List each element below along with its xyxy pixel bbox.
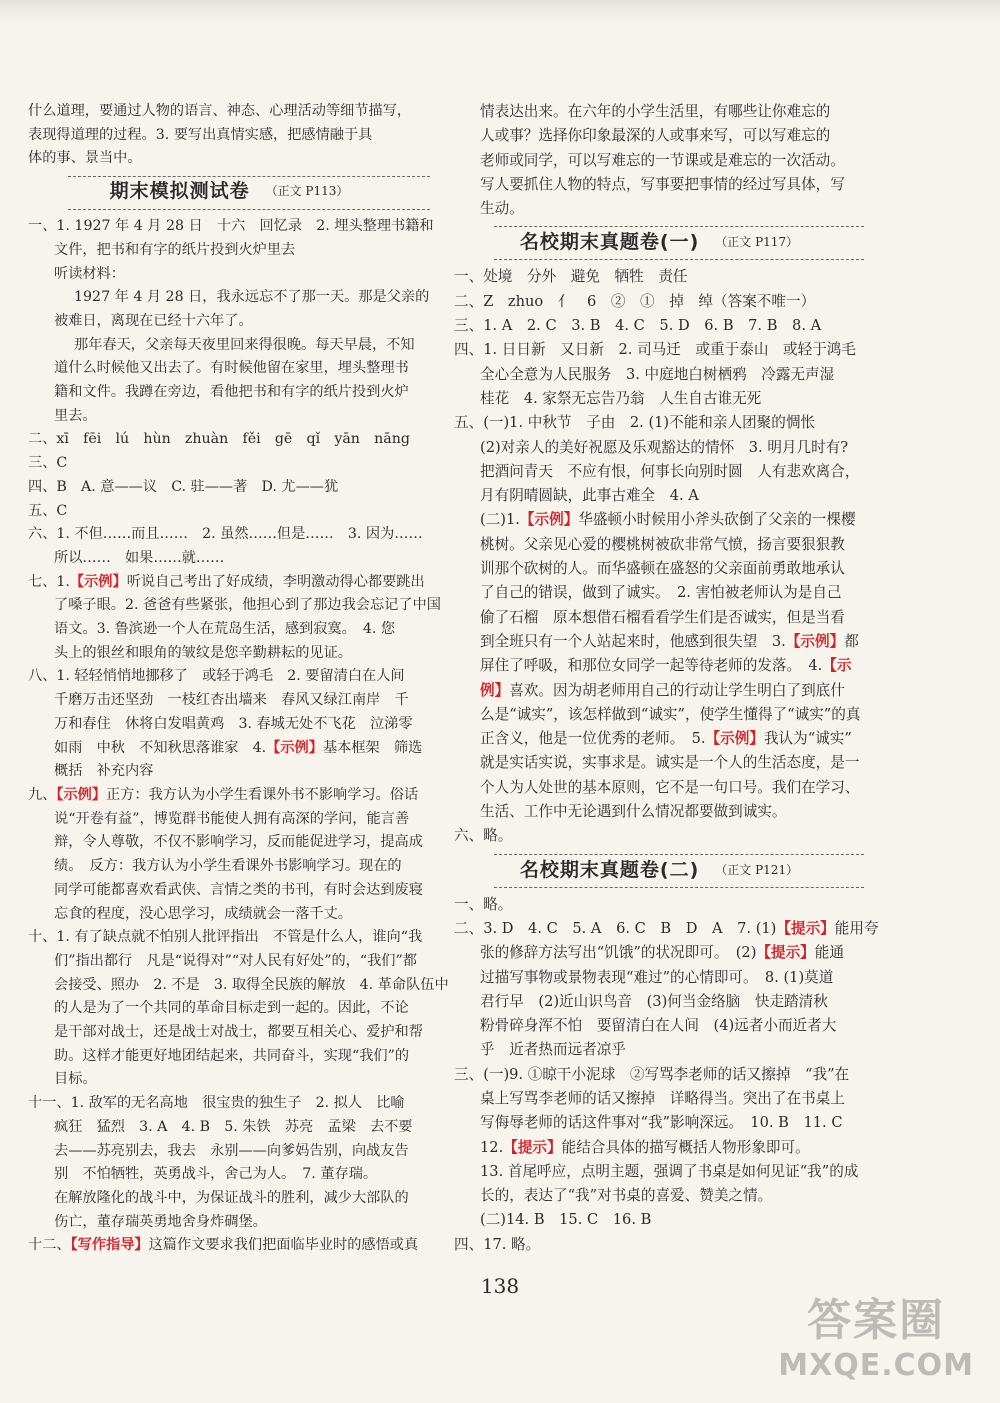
answer-line: 九、【示例】正方：我方认为小学生看课外书不影响学习。俗话 [28,786,419,803]
watermark-url: MXQE.COM [778,1348,974,1383]
answer-line: 语文。3. 鲁滨逊一个人在荒岛生活，感到寂寞。 4. 您 [54,621,396,638]
answer-line: 六、1. 不但……而且…… 2. 虽然……但是…… 3. 因为…… [28,526,423,543]
answer-line: 过描写事物或景物表现“难过”的心情即可。 8. (1)莫道 [480,968,834,986]
answer-line: 一、1. 1927 年 4 月 28 日 十六 回忆录 2. 埋头整理书籍和 [28,218,434,235]
answer-line: 桃树。父亲见心爱的樱桃树被砍非常气愤，扬言要狠狠教 [480,535,845,553]
writing-guide-tag: 【写作指导】 [70,1237,149,1254]
answer-line: 生活、工作中无论遇到什么情况都要做到诚实。 [480,803,787,821]
section-title: 期末模拟测试卷 [109,180,250,203]
answer-line: 君行早 (2)近山识鸟音 (3)何当金络脑 快走踏清秋 [480,992,828,1010]
answer-line: 12.【提示】能结合具体的描写概括人物形象即可。 [480,1138,810,1156]
right-column [454,100,879,1257]
answer-line: 们”指出都行 凡是“说得对”“对人民有好处”的，“我们”都 [54,952,417,969]
answer-line: 伤亡，董存瑞英勇地舍身炸碉堡。 [54,1213,267,1230]
answer-line: 五、(一)1. 中秋节 子由 2. (1)不能和亲人团聚的惆怅 [454,414,816,432]
answer-line: 三、(一)9. ①晾干小泥球 ②写骂李老师的话又擦掉 “我”在 [454,1065,850,1083]
answer-line: 训那个砍树的人。而华盛顿在盛怒的父亲面前勇敢地承认 [480,560,845,578]
answer-line: 疯狂 猛烈 3. A 4. B 5. 朱铁 苏亮 孟梁 去不要 [54,1118,413,1135]
answer-line: (2)对亲人的美好祝愿及乐观豁达的情怀 3. 明月几时有? [480,438,849,456]
left-column [28,100,449,1258]
answer-line: 全心全意为人民服务 3. 中庭地白树栖鸦 冷露无声湿 [480,365,835,383]
answer-line: 情表达出来。在六年的小学生活里，有哪些让你难忘的 [480,103,831,120]
answer-line: 被难日，离现在已经十六年了。 [54,312,253,329]
watermark-text: 答案圈 [807,1295,946,1346]
answer-line: 如雨 中秋 不知秋思落谁家 4.【示例】基本框架 筛选 [54,739,423,756]
answer-line: 十一、1. 敌军的无名高地 很宝贵的独生子 2. 拟人 比喻 [28,1095,405,1112]
answer-line: 目标。 [54,1071,97,1088]
answer-line: 所以…… 如果……就…… [54,549,225,566]
section-title: 名校期末真题卷(一) [519,231,700,254]
example-tag: 【示 [822,657,852,675]
section-header-school-final-1 [454,223,864,263]
answer-line: 粉骨碎身浑不怕 要留清白在人间 (4)远者小而近者大 [480,1017,837,1035]
answer-line: 乎 近者热而远者凉乎 [480,1041,626,1059]
answer-line: 月有阴晴圆缺，此事古难全 4. A [480,487,699,505]
answer-line: 万和春住 休将白发唱黄鸡 3. 春城无处不飞花 泣涕零 [54,715,413,732]
answer-line: 十、1. 有了缺点就不怕别人批评指出 不管是什么人，谁向“我 [28,929,423,946]
example-tag: 【示例】 [785,632,845,650]
answer-line: 1927 年 4 月 28 日，我永远忘不了那一天。那是父亲的 [74,289,430,306]
answer-line: 辩，令人尊敬，不仅不影响学习，反而能促进学习，提高成 [54,834,423,851]
answer-line: 张的修辞方法写出“饥饿”的状况即可。 (2)【提示】能通 [480,944,844,962]
example-tag: 【示例】 [519,511,579,529]
answer-line: 文件，把书和有字的纸片投到火炉里去 [54,241,296,258]
section-title: 名校期末真题卷(二) [519,858,700,881]
answer-line: 概括 补充内容 [54,763,154,780]
example-tag: 【示例】 [705,730,764,748]
hint-tag: 【提示】 [503,1138,562,1156]
answer-line: 偷了石榴 原本想借石榴看看学生们是否诚实，但是当看 [480,608,845,626]
answer-line: 的人是为了一个共同的革命目标走到一起的。因此，不论 [54,1000,409,1017]
answer-line: 人或事？选择你印象最深的人或事来写，可以写难忘的 [480,127,831,145]
answer-line: 一、略。 [454,895,513,913]
answer-line: 二、3. D 4. C 5. A 6. C B D A 7. (1)【提示】能用夸 [454,919,879,937]
answer-line: 里去。 [54,407,97,424]
answer-line: 同学可能都喜欢看武侠、言情之类的书刊，有时会达到废寝 [54,881,423,898]
answer-line: 长的，表达了“我”对书桌的喜爱、赞美之情。 [480,1187,773,1205]
answer-line: 了嗓子眼。2. 爸爸有些紧张，他担心到了那边我会忘记了中国 [54,597,441,614]
answer-line: 头上的银丝和眼角的皱纹是您辛勤耕耘的见证。 [54,644,352,661]
answer-line: 助。这样才能更好地团结起来，共同奋斗，实现“我们”的 [54,1047,410,1064]
answer-line: 听读材料： [54,265,125,282]
answer-line: 千磨万击还坚劲 一枝红杏出墙来 春风又绿江南岸 千 [54,692,409,709]
answer-line: 道什么时候他又出去了。有时候他留在家里，埋头整理书 [54,360,409,377]
answer-line: 六、略。 [454,827,513,845]
answer-line: 是干部对战士，还是战士对战士，都要互相关心、爱护和帮 [54,1024,423,1041]
hint-tag: 【提示】 [756,944,815,962]
answer-line: 了自己的错误，做到了诚实。 2. 害怕被老师认为是自己 [480,584,842,602]
section-page-ref: （正文 P121） [715,862,799,877]
answer-line: 正含义，他是一位优秀的老师。 5.【示例】我认为“诚实” [480,730,852,748]
answer-line: 例】喜欢。因为胡老师用自己的行动让学生明白了到底什 [480,681,845,699]
answer-line: 忘食的程度，没心思学习，成绩就会一落千丈。 [54,905,352,922]
answer-line: 籍和文件。我蹲在旁边，看他把书和有字的纸片投到火炉 [54,384,409,401]
hint-tag: 【提示】 [776,919,835,937]
answer-line: 写侮辱老师的话这件事对“我”影响深远。 10. B 11. C [480,1114,843,1132]
section-header-final-mock-test [28,173,430,213]
answer-line: 么是“诚实”，该怎样做到“诚实”，使学生懂得了“诚实”的真 [480,705,861,723]
answer-line: 一、处境 分外 避免 牺牲 责任 [454,268,688,286]
answer-line: 那年春天，父亲每天夜里回来得很晚。每天早晨，不知 [74,336,415,353]
answer-line: 会接受、照办 2. 不是 3. 取得全民族的解放 4. 革命队伍中 [54,976,449,993]
answer-line: 到全班只有一个人站起来时，他感到很失望 3.【示例】都 [480,632,859,650]
example-tag: 例】 [480,681,510,699]
answer-line: 去——苏亮别去，我去 永别——向爹妈告别，向战友告 [54,1142,409,1159]
answer-line: 桂花 4. 家祭无忘告乃翁 人生自古谁无死 [480,389,762,407]
watermark-logo [778,1284,974,1383]
answer-line: 三、1. A 2. C 3. B 4. C 5. D 6. B 7. B 8. A [454,317,822,335]
scan-top-edge [0,0,1000,22]
answer-line: 五、C [28,502,68,519]
example-tag: 【示例】 [266,739,323,756]
answer-line: 八、1. 轻轻悄悄地挪移了 或轻于鸿毛 2. 要留清白在人间 [28,668,405,685]
answer-line: 就是实话实说，实事求是。诚实是一个人的生活态度，是一 [480,754,860,772]
page-number: 138 [480,1274,520,1298]
example-tag: 【示例】 [56,786,107,803]
answer-line: 在解放隆化的战斗中，为保证战斗的胜利，减少大部队的 [54,1189,409,1206]
answer-line: 二、Z zhuo ⺅ 6 ② ① 掉 绰（答案不唯一） [454,292,816,310]
answer-line: (二)1.【示例】华盛顿小时候用小斧头砍倒了父亲的一棵樱 [480,511,856,529]
answer-line: 生动。 [480,200,524,218]
answer-line: 四、1. 日日新 又日新 2. 司马迁 或重于泰山 或轻于鸿毛 [454,341,856,359]
answer-line: 四、B A. 意——议 C. 驻——著 D. 尤——犹 [28,478,339,495]
answer-line: 写人要抓住人物的特点，写事要把事情的经过写具体，写 [480,175,845,193]
section-header-school-final-2 [454,851,864,891]
answer-line: 屏住了呼吸，和那位女同学一起等待老师的发落。 4.【示 [480,657,852,675]
answer-line: 绩。 反方：我方认为小学生看课外书影响学习。现在的 [54,858,402,875]
answer-line: 表现得道理的过程。3. 要写出真情实感，把感情融于具 [28,126,373,143]
answer-line: 十二、【写作指导】这篇作文要求我们把面临毕业时的感悟或真 [28,1237,419,1254]
answer-line: 13. 首尾呼应，点明主题，强调了书桌是如何见证“我”的成 [480,1162,859,1180]
answer-line: 二、xī fēi lú hùn zhuàn fěi gē qǐ yān nāng [28,431,410,448]
answer-line: 体的事、景当中。 [28,150,142,167]
answer-line: 老师或同学，可以写难忘的一节课或是难忘的一次活动。 [480,151,845,169]
section-page-ref: （正文 P113） [265,184,349,199]
answer-line: 别 不怕牺牲，英勇战斗，舍己为人。 7. 董存瑞。 [54,1166,378,1183]
answer-line: 七、1.【示例】听说自己考出了好成绩，李明激动得心都要跳出 [28,573,425,590]
answer-line: 说“开卷有益”，博览群书能使人拥有高深的学问，能言善 [54,810,410,827]
example-tag: 【示例】 [69,573,127,590]
answer-line: 什么道理，要通过人物的语言、神态、心理活动等细节描写， [28,103,412,119]
answer-line: 个人为人处世的基本原则，它不是一句口号。我们在学习、 [480,778,860,796]
section-page-ref: （正文 P117） [715,235,799,250]
answer-line: (二)14. B 15. C 16. B [480,1211,652,1229]
answer-line: 把酒问青天 不应有恨，何事长向别时圆 人有悲欢离合， [480,462,860,480]
answer-line: 四、17. 略。 [454,1235,541,1253]
answer-line: 桌上写骂李老师的话又擦掉 详略得当。突出了在书桌上 [480,1089,845,1107]
answer-line: 三、C [28,455,68,472]
